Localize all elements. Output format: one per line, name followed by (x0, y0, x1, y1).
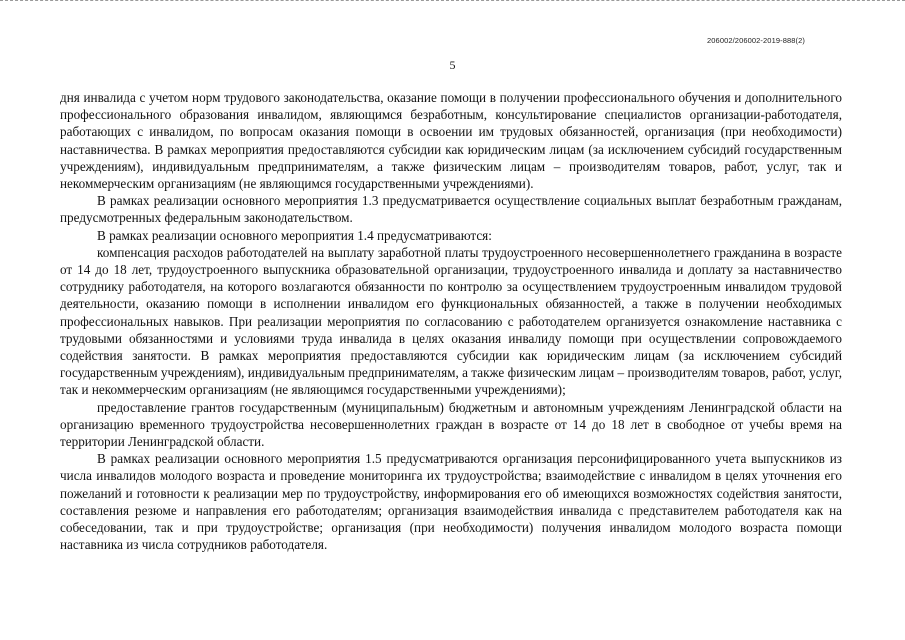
paragraph-measure-1-2-continuation: дня инвалида с учетом норм трудового законодательства, оказание помощи в получении профессионального обучения и дополнительного профессионального образования инвалидом, являющимся безработным, консультирование специалистов организации-работодателя, работающих с инвалидом, по вопросам оказания помощи в освоении им трудовых обязанностей, организация (при необходимости) наставничества. В рамках мероприятия предоставляются субсидии как юридическим лицам (за исключением субсидий государственным учреждениям), индивидуальным предпринимателям, а также физическим лицам – производителям товаров, работ, услуг, так и некоммерческим организациям (не являющимся государственными учреждениями). (60, 90, 842, 192)
paragraph-grants: предоставление грантов государственным (муниципальным) бюджетным и автономным учреждениям Ленинградской области на организацию временного трудоустройства несовершеннолетних граждан в возрасте от 14 до 18 лет в свободное от учебы время на территории Ленинградской области. (60, 399, 842, 450)
paragraph-measure-1-3: В рамках реализации основного мероприятия 1.3 предусматривается осуществление социальных выплат безработным гражданам, предусмотренных федеральным законодательством. (60, 193, 842, 226)
paragraph-measure-1-5: В рамках реализации основного мероприятия 1.5 предусматриваются организация персонифицированного учета выпускников из числа инвалидов молодого возраста и проведение мониторинга их трудоустройства; взаимодействие с инвалидом в целях уточнения его пожеланий и готовности к реализации мер по трудоустройству, информирования его об имеющихся возможностях содействия занятости, составления резюме и направления его работодателям; организация взаимодействия инвалида с представителем работодателя как на собеседовании, так и при трудоустройстве; организация (при необходимости) получения инвалидом молодого возраста помощи наставника из числа сотрудников работодателя. (60, 451, 842, 553)
page-number: 5 (449, 58, 456, 72)
scan-top-edge (0, 0, 905, 5)
paragraph-measure-1-4-intro: В рамках реализации основного мероприятия 1.4 предусматриваются: (97, 227, 492, 243)
document-body (60, 89, 842, 553)
paragraph-employer-compensation: компенсация расходов работодателей на выплату заработной платы трудоустроенного несовершеннолетнего гражданина в возрасте от 14 до 18 лет, трудоустроенного выпускника образовательной организации, трудоустроенного инвалида и доплату за наставничество сотруднику работодателя, на которого возлагаются обязанности по контролю за осуществлением трудоустроенным инвалидом трудовой деятельности, оказанию помощи в исполнении инвалидом его функциональных обязанностей, а также в получении необходимых профессиональных навыков. При реализации мероприятия по согласованию с работодателем организуется ознакомление наставника с трудовыми обязанностями и условиями труда инвалида в целях оказания инвалиду помощи при осуществлении сопровождаемого содействия занятости. В рамках мероприятия предоставляются субсидии как юридическим лицам (за исключением субсидий государственным учреждениям), индивидуальным предпринимателям, а также физическим лицам – производителям товаров, работ, услуг, так и некоммерческим организациям (не являющимся государственными учреждениями); (60, 244, 842, 398)
document-code: 206002/206002-2019-888(2) (707, 36, 805, 45)
